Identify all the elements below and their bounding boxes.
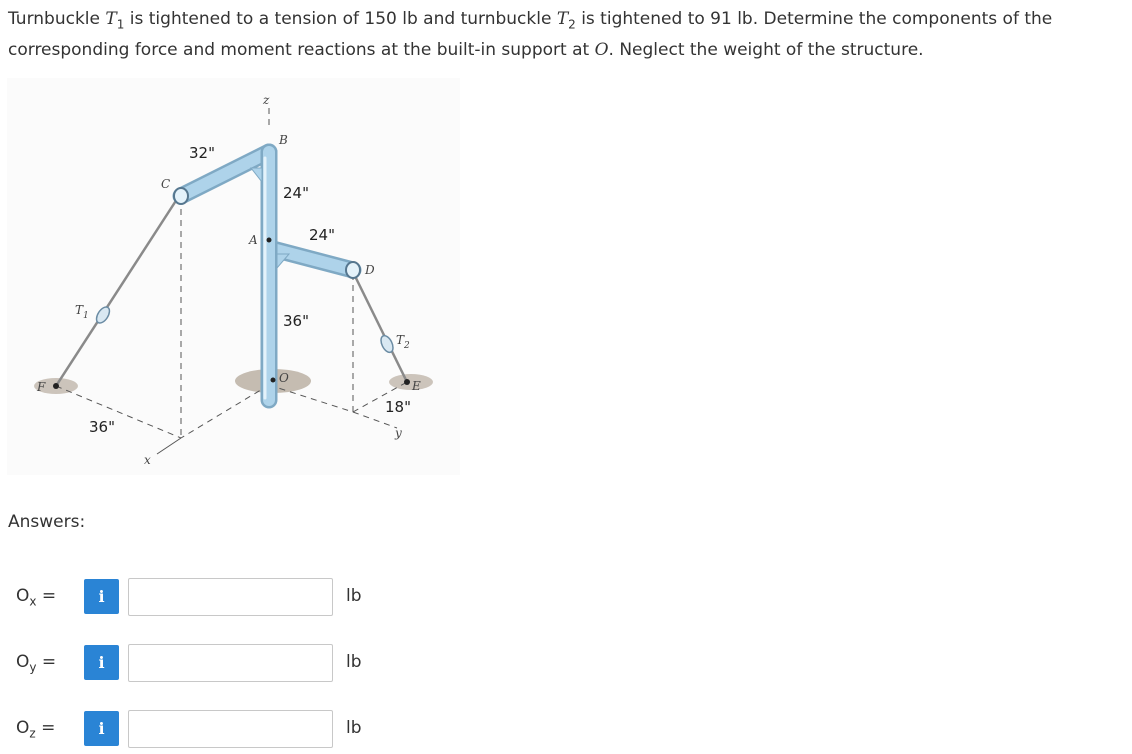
anchor-e	[404, 379, 410, 385]
point-c-label: C	[161, 177, 171, 191]
turnbuckle-t1-symbol: T	[75, 303, 84, 317]
dim-24-horizontal-label: 24"	[309, 226, 335, 244]
y-axis-label: y	[395, 426, 402, 440]
t1-symbol: T	[105, 9, 117, 29]
oy-equals: =	[36, 652, 57, 672]
oy-unit: lb	[346, 652, 362, 672]
problem-text-1: Turnbuckle	[8, 9, 106, 29]
t1-subscript: 1	[116, 17, 125, 32]
oz-subscript: z	[29, 726, 36, 741]
pipe-end-d	[346, 262, 360, 278]
answer-row-ox	[0, 576, 400, 618]
point-e-label: E	[412, 379, 421, 393]
answer-row-oy	[0, 642, 400, 684]
answers-heading: Answers:	[8, 512, 86, 532]
answer-row-oz	[0, 708, 400, 750]
point-o-dot	[271, 378, 276, 383]
oz-unit: lb	[346, 718, 362, 738]
point-a-dot	[267, 238, 272, 243]
t2-subscript: 2	[568, 17, 576, 32]
turnbuckle-t1-subscript: 1	[83, 311, 89, 321]
turnbuckle-t2-subscript: 2	[404, 341, 410, 351]
oz-info-button[interactable]: i	[84, 711, 119, 746]
ox-info-button[interactable]: i	[84, 579, 119, 614]
z-axis-label: z	[263, 93, 270, 107]
oz-input[interactable]	[128, 710, 333, 748]
oy-input[interactable]	[128, 644, 333, 682]
anchor-f	[53, 383, 59, 389]
dim-32-label: 32"	[189, 144, 215, 162]
problem-text-2: is tightened to a tension of 150 lb and turnbuckle	[124, 9, 557, 29]
t2-symbol: T	[556, 9, 569, 29]
oy-subscript: y	[29, 660, 37, 675]
x-axis-label: x	[144, 453, 151, 467]
ox-label	[16, 586, 56, 608]
point-b-label: B	[279, 133, 288, 147]
oz-equals: =	[35, 718, 56, 738]
problem-text-4: . Neglect the weight of the structure.	[608, 40, 924, 61]
point-a-label: A	[249, 233, 258, 247]
structure-figure	[7, 78, 460, 475]
oy-symbol: O	[16, 652, 30, 672]
ox-equals: =	[36, 586, 57, 606]
point-d-label: D	[365, 263, 375, 277]
dim-18-label: 18"	[385, 398, 411, 416]
o-symbol: O	[594, 40, 609, 61]
dim-36-vertical-label: 36"	[283, 312, 309, 330]
problem-text-3: is tightened to 91 lb. Determine the components of the corresponding force and moment reactions at the built-in support at	[8, 9, 1053, 61]
turnbuckle-t2-symbol: T	[396, 333, 405, 347]
ground-shadow-e	[389, 374, 433, 390]
ox-input[interactable]	[128, 578, 333, 616]
point-o-label: O	[279, 371, 289, 385]
point-f-label: F	[37, 380, 46, 394]
ox-symbol: O	[16, 586, 30, 606]
ox-subscript: x	[29, 594, 37, 609]
pipe-end-c	[174, 188, 188, 204]
problem-statement	[8, 6, 1118, 63]
oy-info-button[interactable]: i	[84, 645, 119, 680]
dim-36-ground-label: 36"	[89, 418, 115, 436]
oz-symbol: O	[16, 718, 30, 738]
oz-label	[16, 718, 55, 740]
dim-24-vertical-label: 24"	[283, 184, 309, 202]
ox-unit: lb	[346, 586, 362, 606]
oy-label	[16, 652, 56, 674]
